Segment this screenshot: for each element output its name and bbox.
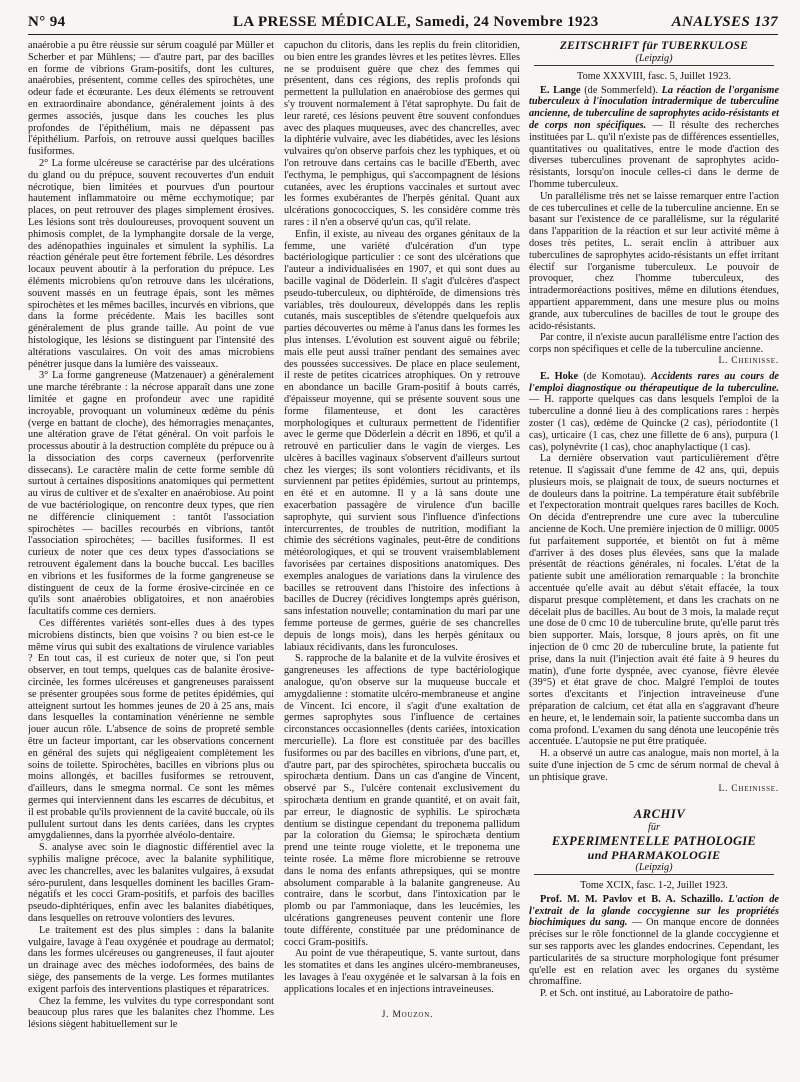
paragraph: — Il résulte des recherches instituées par L. qu'il n'existe pas de différences essentielles, quantitatives ou qualitatives, entre le mode d'action des diverses tuberculines provenant de saprophytes acido-résistants, lorsqu'on inocule celles-ci dans le derme de l'homme tuberculeux. [529,119,779,190]
author-signature: L. Cheinisse. [718,355,779,366]
journal-heading-connector: für [647,822,661,834]
article-1 [529,85,779,191]
divider [534,874,774,875]
paragraph: S. analyse avec soin le diagnostic différentiel avec la syphilis maligne précoce, avec la balanite syphilitique, avec les chancrelles, avec les balanites vulgaires, à exsudat séro-purulent, dans lesquelles dominent les bacilles Gram-négatifs et les cocci Gram-positifs, et parfois des bacilles pseudo-diphtériques, enfin avec les balanites diabétiques, dans lesquelles on retrouve volontiers des levures. [28,842,274,924]
column-2 [284,40,520,1080]
journal-volume: Tome XCIX, fasc. 1-2, Juillet 1923. [580,880,728,891]
paragraph: Le traitement est des plus simples : dans la balanite vulgaire, lavage à l'eau oxygénée et poudrage au dermatol; dans les formes ulcéreuses ou gangreneuses, il faut ajouter un drainage avec des mèches iodoformées, des bains de siège, des pansements de la verge. Les formes mutilantes exigent parfois des interventions plastiques et réparatrices. [28,924,274,995]
journal-heading: ZEITSCHRIFT für TUBERKULOSE [559,40,749,52]
page-header [28,12,778,35]
paragraph: capuchon du clitoris, dans les replis du frein clitoridien, ou bien entre les grandes lèvres et les petites lèvres. Elles ne se produisent guère que chez des femmes qui présentent, dans ces régions, des replis profonds qui permettent la pullulation en anaérobiose des germes qui s'y trouvent normalement à l'état saprophyte. Du fait de leur rareté, ces lésions peuvent être souvent confondues avec des plaques muqueuses, avec des chancrelles, avec la diphtérie vulvaire, avec les diabétides, avec les lésions vulvaires qu'on observe parfois chez les typhiques, et où l'on retrouve dans certains cas le bacille d'Eberth, avec l'ecthyma, le pemphigus, qui s'accompagnent de lésions cutanées, avec les éruptions vaccinales et surtout avec les formes exubérantes de l'herpès génital. Quant aux ulcérations gonococciques, S. les considère comme très rares : il n'en a observé qu'un cas, qu'il relate. [284,40,520,228]
paragraph: 3° La forme gangreneuse (Matzenauer) a généralement une marche térébrante : la nécrose apparaît dans une zone limitée et gagne en profondeur avec une rapidité incroyable, provoquant un volumineux œdème du pénis (verge en battant de cloche), des hémorragies menaçantes, une altération grave de l'état général. On voit parfois le processus aboutir à la destruction complète du prépuce ou à la dissociation des corps caverneux (perforvenrite dissecans). Le caractère malin de cette forme semble dû surtout à certaines dispositions anatomiques qui permettent au virus de cultiver et de s'exalter en anaérobiose. Au point de vue bactériologique, on rencontre deux types, que rien ne différencie cliniquement : tantôt l'association spirochètes — bacilles recourbés en vibrions, tantôt l'association spirochètes; — bacilles fusiformes. Il est curieux de noter que ces deux types d'associations se retrouvent également dans la bouche buccal. Les bacilles en vibrions et les fusiformes de la forme gangreneuse se distinguent de ceux de la forme érosive-circinée en ce qu'ils sont anaérobies obligatoires, et non anaérobies facultatifs comme ces derniers. [28,370,274,618]
paragraph: Chez la femme, les vulvites du type correspondant sont beaucoup plus rares que les balanites chez l'homme. Les lésions siègent habituellement sur le [28,995,274,1031]
article-affiliation: (de Sommerfeld). [584,84,658,96]
article-3 [529,894,779,988]
journal-heading: ARCHIV [633,807,686,822]
section-title: ANALYSES 137 [671,14,778,30]
column-3 [529,40,779,1080]
journal-title: LA PRESSE MÉDICALE, Samedi, 24 Novembre 1923 [233,14,599,30]
article-2 [529,371,779,454]
paragraph: 2° La forme ulcéreuse se caractérise par des ulcérations du gland ou du prépuce, souvent recouvertes d'un enduit nécrotique, bien limitées et pourvues d'un pourtour hautement inflammatoire ou même ecchymotique; par places, on peut retrouver des plages simplement érosives. Les lésions sont très douloureuses, provoquent souvent un phimosis complet, de la lymphangite dorsale de la verge, des adénopathies inguinales et simulent la syphilis. La réaction générale peut être fortement fébrile. Les désordres locaux peuvent aboutir à la perforation du prépuce. Les éléments microbiens qu'on retrouve dans les ulcérations, souvent massés en un feutrage épais, sont les mêmes spirochètes et les mêmes bacilles, incurvés en vibrions, que dans la forme précédente. Mais les bacilles sont généralement de plus grande taille. Au point de vue histologique, les lésions se distinguent par l'intensité des altérations vasculaires. On voit des amas microbiens pénétrer jusque dans la lumière des vaisseaux. [28,157,274,370]
paragraph: P. et Sch. ont institué, au Laboratoire de patho- [540,988,734,1000]
author-signature: J. Mouzon. [381,1009,434,1020]
paragraph: anaérobie a pu être réussie sur sérum coagulé par Müller et Scherber et par Mühlens; — d'autre part, par des bacilles en forme de vibrions Gram-positifs, dont les cultures, anaérobies, présentent, comme celles des spirochètes, une odeur fade et écœurante. Les deux éléments se retrouvent en extraordinaire abondance, généralement joints à des germes associés, jusque dans les couches les plus profondes de l'épithélium, mais ne dépassent pas l'épithélium. Parfois, on retrouve aussi quelques bacilles fusiformes. [28,40,274,158]
article-author: Prof. M. M. Pavlov et B. A. Schazillo. [540,893,723,905]
article-affiliation: (de Komotau). [583,370,646,382]
journal-city: (Leipzig) [635,862,673,874]
article-title: La réaction de l'organisme tuberculeux à l'inoculation intradermique de tuberculine ancienne, de tuberculine de saprophytes acido-résistants et de corps non spécifiques. [529,84,779,131]
paragraph: — H. rapporte quelques cas dans lesquels l'emploi de la tuberculine a donné lieu à des complications rares : herpès zoster (1 cas), œdème de Quincke (2 cas), périodontite (1 cas), urticaire (1 cas, chez une fillette de 6 ans), purpura (1 cas), polynévrite (1 cas), choc anaphylactique (1 cas). [529,394,779,453]
paragraph: Un parallélisme très net se laisse remarquer entre l'action de ces tuberculines et celle de la tuberculine ancienne. En se basant sur l'existence de ce parallélisme, sur la régularité dans l'apparition de la réaction et sur leur activité même à doses très petites, L. serait enclin à attribuer aux tuberculines de saprophytes acido-résistants un effet irritant électif sur l'organisme tuberculeux. Le pouvoir de provoquer, chez l'homme tuberculeux, des intradermoréactions positives, même en dilutions étendues, appartient apparemment, dans une mesure plus ou moins grande, aux tuberculines de bacilles de tout le groupe des acido-résistants. [529,190,779,332]
author-signature: L. Cheinisse. [718,783,779,794]
article-title: Accidents rares au cours de l'emploi diagnostique ou thérapeutique de la tuberculine. [529,370,779,394]
journal-city: (Leipzig) [635,53,673,64]
article-author: E. Hoke [540,370,579,382]
divider [534,65,774,66]
paragraph: Au point de vue thérapeutique, S. vante surtout, dans les stomatites et dans les angines ulcéro-membraneuses, les lavages à l'eau oxygénée et le salvarsan à la fois en applications locales et en injections intraveineuses. [284,948,520,995]
paragraph: H. a observé un autre cas analogue, mais non mortel, à la suite d'une injection de 5 cmc de sérum normal de cheval à un phtisique grave. [529,748,779,783]
journal-heading: EXPERIMENTELLE PATHOLOGIE [551,834,757,849]
page-number: N° 94 [28,14,66,30]
paragraph: Enfin, il existe, au niveau des organes génitaux de la femme, une variété d'ulcération d'un type bactériologique particulier : ce sont des ulcérations que l'auteur a individualisées en 1907, et qui sont dues au bacille vaginal de Döderlein. Il s'agit d'ulcères d'aspect pseudo-tuberculeux, ou diphtéroïde, de dimensions très variables, très douloureux, développés dans les replis cutanés, mais susceptibles de s'étendre quelquefois aux parties découvertes ou même à l'anus dans les formes les plus intenses. L'évolution est souvent aiguë ou fébrile; mais elle peut aussi traîner pendant des semaines avec des poussées successives. De place en place seulement, il reste de petites cicatrices atrophiques. On y retrouve en abondance un bacille Gram-positif à bouts carrés, d'épaisseur moyenne, qui se présente souvent sous une forme filamenteuse, et dont les caractères morphologiques et culturaux permettent de l'identifier avec le germe que Döderlein a décrit en 1896, et qu'il a retrouvé en particulier dans le vagin de vierges. Les ulcères à bacilles vaginaux s'observent d'ailleurs surtout chez les vierges; ils sont volontiers récidivants, et ils surviennent par petites épidémies, surtout au printemps, en été et en automne. Il y a là sans doute une exacerbation passagère de virulence d'un bacille saprophyte, qui survient sous l'influence d'infections intercurrentes, de troubles de nutrition, modifiant la chimie des sécrétions vaginales, peut-être de conditions météorologiques, et qui se trouvent vraisemblablement favorisées par certaines dispositions anatomiques. Des exemples analogues de variations dans la virulence des bacilles se retrouvent dans l'histoire des infections à bacilles de Ducrey (récidives longtemps après guérison, sans infestation nouvelle; contamination du mari par une femme porteuse de germes, guérie de ses chancrelles depuis de longs mois), dans les herpès génitaux ou labiaux récidivants, dans les furonculoses. [284,228,520,653]
paragraph: S. rapproche de la balanite et de la vulvite érosives et gangreneuses les affections de type bactériologique analogue, qu'on observe sur la muqueuse buccale et amygdalienne : stomatite ulcéro-membraneuse et angine de Vincent. Ici encore, il s'agit d'une exaltation de germes saprophytes sous l'influence de certaines circonstances occasionnelles (dents cariées, intoxication mercurielle). La flore est constituée par des bacilles fusiformes ou par des bacilles en vibrions, d'une part, et, d'autre part, par des spirochètes, spirochæta buccalis ou spirochæta dentium. Dans un cas d'angine de Vincent, observé par S., l'ulcère contenait exclusivement du spirochæta dentium en grande quantité, et on avait fait, par erreur, le diagnostic de syphilis. Le spirochæta dentium se distingue cependant du treponema pallidum par la coloration du Giemsa; le spirochæta dentium prend une teinte rouge violette, et le treponema une teinte rosée. La même flore microbienne se retrouve dans le noma des enfants athrepsiques, qui se montre absolument comparable à la balanite gangreneuse. Au contraire, dans le scorbut, dans l'intoxication par le plomb ou par l'ammoniaque, dans les leucémies, les ulcérations gangreneuses peuvent contenir une flore toute différente, constituée par une prédominance de cocci Gram-positifs. [284,653,520,948]
column-1 [28,40,274,1080]
paragraph: La dernière observation vaut particulièrement d'être retenue. Il s'agissait d'une femme de 42 ans, qui, depuis plusieurs mois, se plaignait de toux, de sueurs nocturnes et de douleurs dans la poitrine. La température était subfébrile et l'expectoration montrait quelques rares bacilles de Koch. On décida d'entreprendre une cure avec la tuberculine ancienne de Koch. Une première injection de 0 milligr. 0005 fut parfaitement supportée, et bientôt on fut à même d'arriver à des doses plus élevées, sans que la malade présentât de réactions générales, ni focales. L'état de la patiente subit une amélioration remarquable : la bronchite accentuée qu'elle avait au début s'était effacée, la toux disparut presque complètement, et dans les crachats on ne décelait plus de bacilles. Au bout de 3 mois, la malade reçut une dose de 0 cmc 10 de tuberculine brute, qu'elle parut très bien supporter. Mais, lorsque, 8 jours après, on fit une injection de 0 cmc 20 de tuberculine brute, la patiente fut prise, dans la nuit (l'injection avait été faite à 9 heures du matin), d'une forte dyspnée, avec cyanose, fièvre élevée (39°5) et état grave de choc. Malgré l'emploi de toutes sortes d'excitants et l'injection intraveineuse d'une préparation de calcium, cet état alla en s'aggravant d'heure en heure, et, le lendemain soir, la patiente succomba dans un coma profond. L'examen du sang dénota une leucopénie très accentuée. L'autopsie ne put être pratiquée. [529,453,779,748]
paragraph: Par contre, il n'existe aucun parallélisme entre l'action des corps non spécifiques et celle de la tuberculine ancienne. [529,332,779,356]
journal-volume: Tome XXXVIII, fasc. 5, Juillet 1923. [577,70,731,82]
article-title: L'action de l'extrait de la glande coccygienne sur les propriétés biochimiques du sang. [529,893,779,929]
article-author: E. Lange [540,84,581,96]
paragraph: — On manque encore de données précises sur le rôle fonctionnel de la glande coccygienne et sur ses rapports avec les glandes endocrines. Cependant, les particularités de sa structure morphologique font présumer qu'elle est en relation avec les organes du système chromaffine. [529,917,779,988]
paragraph: Ces différentes variétés sont-elles dues à des types microbiens distincts, bien que voisins ? ou bien est-ce le même virus qui subit des exaltations de virulence variables ? En tout cas, il est curieux de noter que, si l'on peut observer, en tout temps, quelques cas de balanite érosive-circinée, les formes ulcéreuses et gangreneuses paraissent se présenter groupées sous forme de petites épidémies, qui atteignent surtout les hommes jeunes de 20 à 25 ans, mais dans lesquelles la contamination vénérienne ne semble jouer aucun rôle. L'absence de soins de propreté semble être un facteur important, car les observations concernent en général des sujets qui négligeaient complètement les soins de toilette. Spirochètes, bacilles en vibrions plus ou moins allongés, et bacilles fusiformes se retrouvent, d'ailleurs, dans le smegma normal. Ce sont les mêmes germes qui interviennent dans les escarres de décubitus, et il est probable qu'ils proviennent de la cavité buccale, où ils pullulent surtout dans les dents cariées, dans les cryptes amygdaliennes, dans la pyorrhée alvéolo-dentaire. [28,618,274,842]
journal-heading: und PHARMAKOLOGIE [587,848,721,863]
